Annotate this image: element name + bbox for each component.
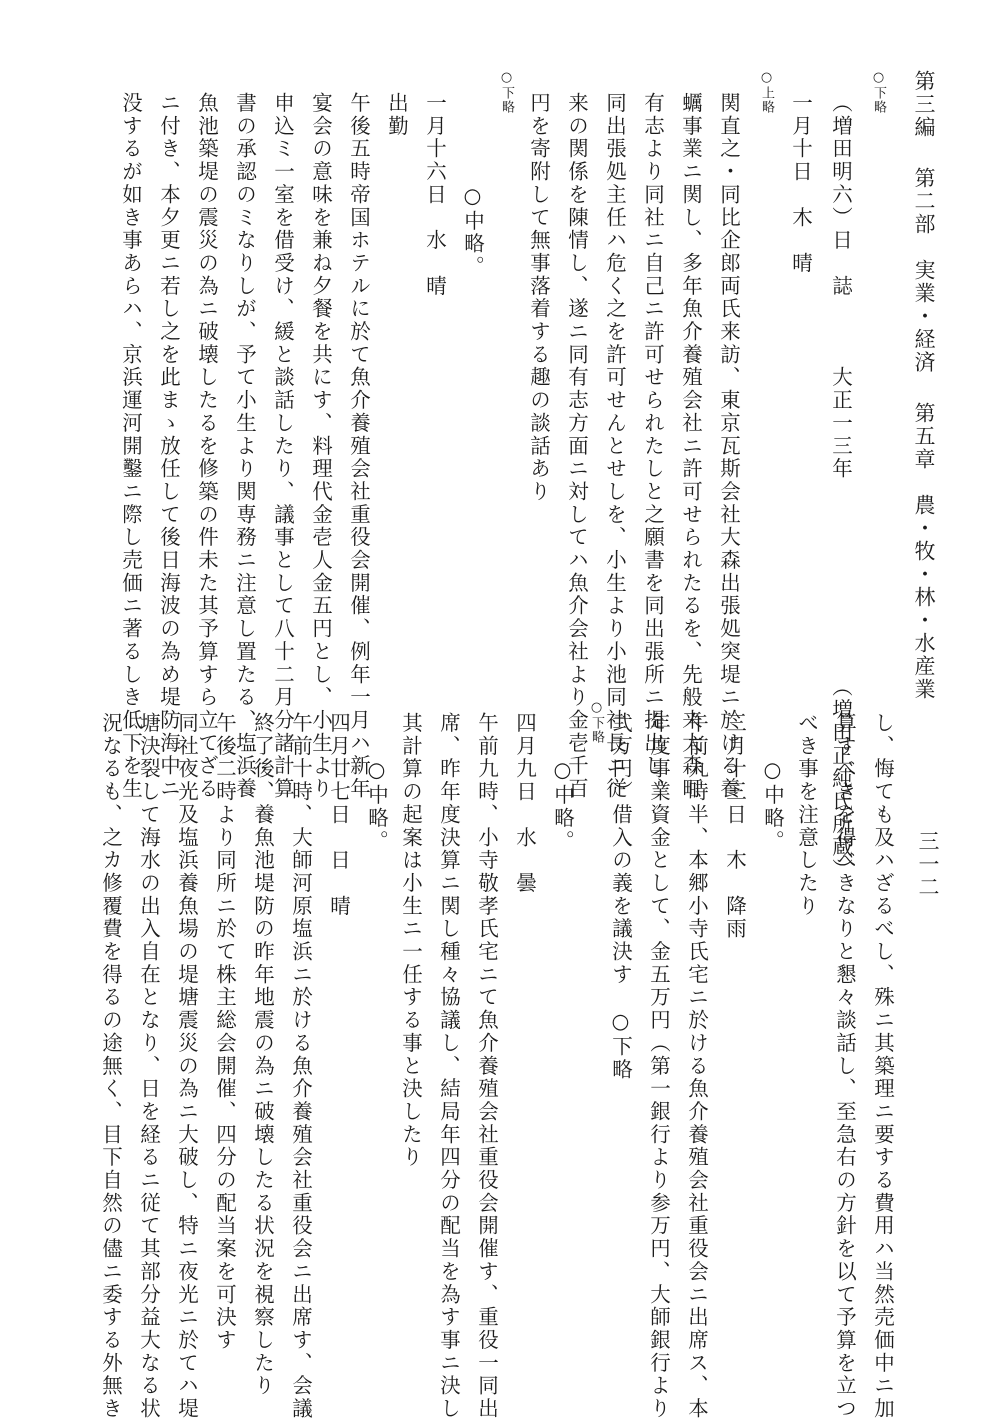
bottom-col-3: ○中略。 (760, 712, 785, 853)
bottom-col-21: 況なるも、之カ修覆費を得るの途無く、目下自然の儘ニ委する外無き (98, 712, 123, 1420)
bottom-col-8: ○下略 (589, 700, 604, 744)
top-col-4: 関直之・同比企郎両氏来訪、東京瓦斯会社大森出張処突堤ニ於ける養 (716, 92, 741, 801)
top-col-18: 魚池築堤の震災の為ニ破壊したるを修築の件未た其予算すら立てざる (194, 92, 219, 801)
bottom-col-13: 其計算の起案は小生ニ一任する事と決したり (398, 712, 423, 1169)
bottom-col-14: ○中略。 (364, 712, 389, 853)
top-col-0: ○下略 (871, 70, 886, 114)
bottom-col-16: 午前十時、大師河原塩浜ニ於ける魚介養殖会社重役会ニ出席す、会議 (288, 712, 313, 1420)
bottom-col-0: し、悔ても及ハざるべし、殊ニ其築理ニ要する費用ハ当然売価中ニ加 (870, 712, 895, 1420)
top-col-14: 午後五時帝国ホテルに於て魚介養殖会社重役会開催、例年一月ハ新年 (346, 92, 371, 801)
bottom-col-17: 終了後、養魚池堤防の昨年地震の為ニ破壊したる状況を視察したり (250, 712, 275, 1398)
top-col-9: 円を寄附して無事落着する趣の談話あり (526, 92, 551, 504)
top-col-11: ○中略。 (460, 92, 485, 279)
top-col-19: ニ付き、本夕更ニ若し之を此まゝ放任して後日海波の為め堤防海中ニ (156, 92, 181, 801)
bottom-col-6: 年度事業資金として、金五万円（第一銀行より参万円、大師銀行より (646, 712, 671, 1420)
top-col-6: 有志より同社ニ自己ニ許可せられたしと之願書を同出張所ニ提出し、 (640, 92, 665, 801)
bottom-col-5: 午前九時半、本郷小寺氏宅ニ於ける魚介養殖会社重役会ニ出席ス、本 (684, 712, 709, 1420)
bottom-col-18: 午後二時より同所ニ於て株主総会開催、四分の配当案を可決す (212, 712, 237, 1352)
top-col-15: 宴会の意味を兼ね夕餐を共にす、料理代金壱人金五円とし、小生より (308, 92, 333, 801)
bottom-col-12: 席、昨年度決算ニ関し種々協議し、結局年四分の配当を為す事ニ決し (436, 712, 461, 1420)
running-header (913, 70, 934, 701)
bottom-col-4: 三月十三日 木 降雨 (722, 712, 747, 941)
top-col-16: 申込ミ一室を借受け、緩と談話したり、議事として八十二月分諸計算 (270, 92, 295, 801)
top-col-10: ○下略 (499, 70, 514, 114)
top-col-12: 一月十六日 水 晴 (422, 92, 447, 298)
top-col-17: 書の承認のミなりしが、予て小生より関専務ニ注意し置たる、塩浜養 (232, 92, 257, 801)
top-col-13: 出勤 (384, 92, 409, 138)
header-chapter: 第五章 農・牧・林・水産業 (912, 402, 936, 701)
bottom-col-9: ○中略。 (550, 712, 575, 853)
bottom-col-11: 午前九時、小寺敬孝氏宅ニて魚介養殖会社重役会開催す、重役一同出 (474, 712, 499, 1420)
bottom-col-10: 四月九日 水 曇 (512, 712, 537, 895)
bottom-col-20: 塘決裂して海水の出入自在となり、日を経るニ従て其部分益大なる状 (136, 712, 161, 1420)
top-col-20: 没するが如き事あらハ、京浜運河開鑿ニ際し売価ニ著るしき低下を生 (118, 92, 143, 801)
header-bu: 第二部 実業・経済 (912, 167, 936, 374)
top-col-3: ○上略 (759, 70, 774, 114)
header-hen: 第三編 (912, 70, 936, 139)
bottom-col-15: 四月廿七日 日 晴 (326, 712, 351, 918)
top-col-7: 同出張処主任ハ危く之を許可せんとせしを、小生より小池同社長ニ従 (602, 92, 627, 801)
top-col-2: 一月十日 木 晴 (788, 92, 813, 275)
bottom-col-7: 弐万円）借入の義を議決す ○下略 (608, 712, 633, 1082)
top-col-5: 蠣事業ニ関し、多年魚介養殖会社ニ許可せられたるを、先般来大森町 (678, 92, 703, 801)
bottom-col-2: べき事を注意したり (794, 712, 819, 918)
page-number: 三一二 (916, 830, 940, 899)
bottom-col-1: 算すべきを得べきなりと懇々談話し、至急右の方針を以て予算を立つ (832, 712, 857, 1420)
bottom-col-19: 同社夜光及塩浜養魚場の堤塘震災の為ニ大破し、特ニ夜光ニ於てハ堤 (174, 712, 199, 1420)
top-col-8: 来の関係を陳情し、遂ニ同有志方面ニ対してハ魚介会社より金壱千百 (564, 92, 589, 801)
top-col-1: （増田明六）日 誌 大正一三年 （増田正純氏所蔵） (828, 92, 853, 882)
